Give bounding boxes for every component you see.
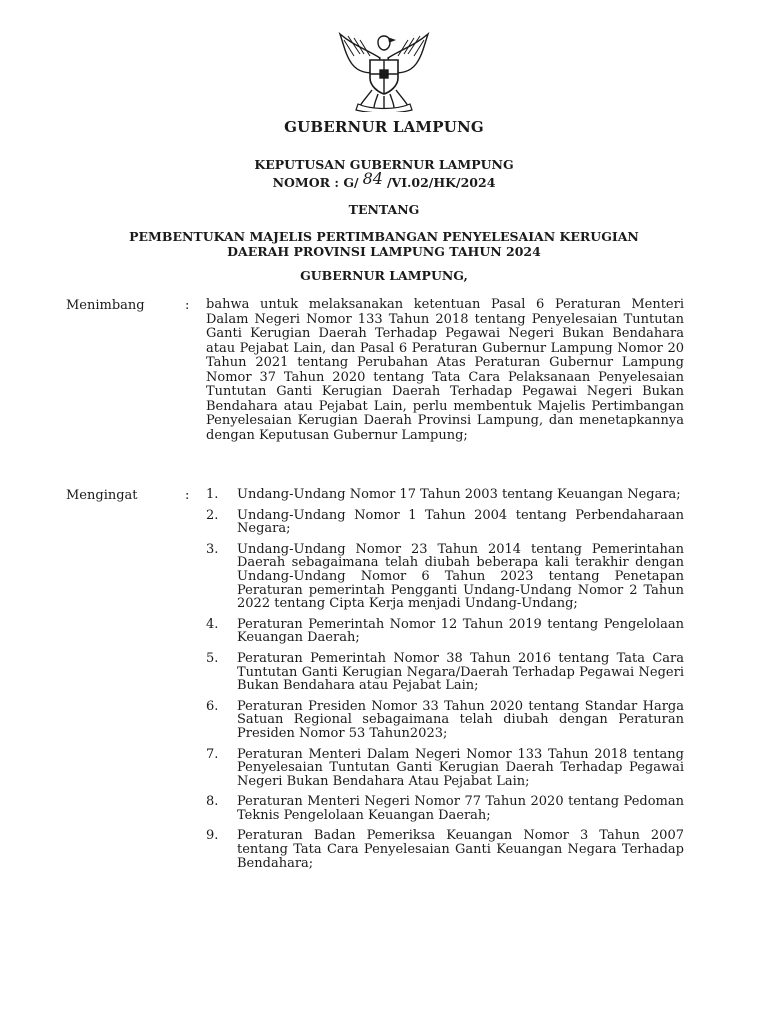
recital-number: 4.: [206, 616, 219, 632]
recital-text: Undang-Undang Nomor 17 Tahun 2003 tentang Keuangan Negara;: [237, 487, 681, 502]
recital-number: 7.: [206, 746, 219, 762]
considering-text: bahwa untuk melaksanakan ketentuan Pasal 6 Peraturan Menteri Dalam Negeri Nomor 133 Tahun 2018 tentang Penyelesaian Tuntutan Ganti Kerugian Daerah Terhadap Pegawai Negeri Bukan Bendahara atau Pejabat Lain, dan Pasal 6 Peraturan Gubernur Lampung Nomor 20 Tahun 2021 tentang Perubahan Atas Peraturan Gubernur Lampung Nomor 37 Tahun 2020 tentang Tata Cara Pelaksanaan Penyelesaian Tuntutan Ganti Kerugian Daerah Terhadap Pegawai Negeri Bukan Bendahara atau Pejabat Lain, perlu membentuk Majelis Pertimbangan Penyelesaian Kerugian Daerah Provinsi Lampung, dan menetapkannya dengan Keputusan Gubernur Lampung;: [206, 297, 684, 443]
decree-number-suffix: /VI.02/HK/2024: [386, 175, 496, 190]
recital-number: 5.: [206, 650, 219, 666]
recital-number: 9.: [206, 828, 219, 844]
recital-item: [206, 829, 684, 870]
recital-text: Peraturan Menteri Negeri Nomor 77 Tahun 2020 tentang Pedoman Teknis Pengelolaan Keuangan Daerah;: [237, 794, 684, 823]
recital-item: [206, 748, 684, 789]
decree-number-prefix: NOMOR : G/: [272, 175, 359, 190]
recalling-colon: :: [185, 488, 190, 503]
considering-label: Menimbang: [66, 298, 145, 313]
recital-text: Peraturan Presiden Nomor 33 Tahun 2020 tentang Standar Harga Satuan Regional sebagaimana telah diubah dengan Peraturan Presiden Nomor 53 Tahun2023;: [237, 698, 684, 741]
decree-number-handwritten: 84: [362, 169, 383, 188]
garuda-emblem-icon: [332, 28, 436, 112]
decree-number: [0, 169, 768, 191]
considering-colon: :: [185, 298, 190, 313]
recital-text: Peraturan Badan Pemeriksa Keuangan Nomor 3 Tahun 2007 tentang Tata Cara Penyelesaian Ganti Keuangan Negara Terhadap Bendahara;: [237, 828, 684, 871]
recital-item: [206, 652, 684, 693]
recital-text: Peraturan Pemerintah Nomor 38 Tahun 2016 tentang Tata Cara Tuntutan Ganti Kerugian Negara/Daerah Terhadap Pegawai Negeri Bukan Bendahara atau Pejabat Lain;: [237, 650, 684, 694]
governor-address: GUBERNUR LAMPUNG,: [300, 268, 468, 283]
governor-title: GUBERNUR LAMPUNG: [284, 118, 484, 136]
about-label: TENTANG: [348, 202, 420, 217]
recital-number: 6.: [206, 698, 219, 714]
recalling-label: Mengingat: [66, 488, 138, 503]
decree-title: KEPUTUSAN GUBERNUR LAMPUNG: [254, 157, 514, 172]
recital-text: Peraturan Menteri Dalam Negeri Nomor 133 Tahun 2018 tentang Penyelesaian Tuntutan Ganti Kerugian Daerah Terhadap Pegawai Negeri Bukan Bendahara Atau Pejabat Lain;: [237, 746, 684, 789]
recital-number: 1.: [206, 487, 219, 502]
recalling-list: [206, 488, 684, 877]
recital-number: 8.: [206, 794, 219, 810]
recital-text: Peraturan Pemerintah Nomor 12 Tahun 2019 tentang Pengelolaan Keuangan Daerah;: [237, 616, 684, 646]
recital-item: [206, 488, 684, 502]
recital-number: 3.: [206, 541, 219, 557]
recital-text: Undang-Undang Nomor 1 Tahun 2004 tentang Perbendaharaan Negara;: [237, 507, 684, 537]
recital-item: [206, 795, 684, 822]
recital-item: [206, 509, 684, 536]
recital-item: [206, 543, 684, 611]
recital-item: [206, 700, 684, 741]
recital-item: [206, 618, 684, 645]
decree-subject: PEMBENTUKAN MAJELIS PERTIMBANGAN PENYELESAIAN KERUGIAN DAERAH PROVINSI LAMPUNG TAHUN 2024: [129, 229, 639, 259]
recital-number: 2.: [206, 507, 219, 523]
recital-text: Undang-Undang Nomor 23 Tahun 2014 tentang Pemerintahan Daerah sebagaimana telah diubah beberapa kali terakhir dengan Undang-Undang Nomor 6 Tahun 2023 tentang Penetapan Peraturan pemerintah Pengganti Undang-Undang Nomor 2 Tahun 2022 tentang Cipta Kerja menjadi Undang-Undang;: [237, 541, 684, 612]
